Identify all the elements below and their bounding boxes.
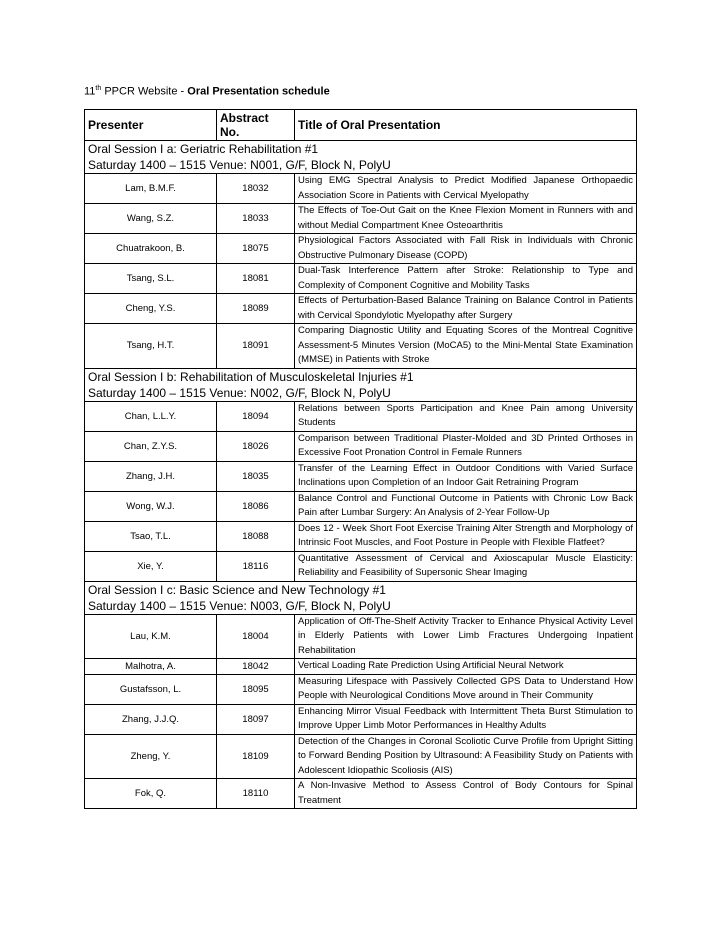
table-row [85, 324, 637, 369]
header-abstract: Abstract No. [217, 110, 295, 141]
page-title [84, 85, 330, 98]
presenter-cell: Gustafsson, L. [85, 674, 217, 704]
abstract-cell: 18088 [217, 521, 295, 551]
session-row [85, 368, 637, 401]
presenter-cell: Fok, Q. [85, 779, 217, 809]
session-when: Saturday 1400 – 1515 Venue: N002, G/F, Block N, PolyU [88, 385, 391, 400]
presenter-cell: Tsang, S.L. [85, 264, 217, 294]
table-row [85, 704, 637, 734]
presenter-cell: Wang, S.Z. [85, 204, 217, 234]
table-row [85, 174, 637, 204]
presenter-cell: Malhotra, A. [85, 659, 217, 675]
presenter-cell: Lam, B.M.F. [85, 174, 217, 204]
abstract-cell: 18033 [217, 204, 295, 234]
schedule-table [84, 109, 637, 809]
title-cell: Comparison between Traditional Plaster-Molded and 3D Printed Orthoses in Excessive Foot Pronation Control in Female Runners [295, 431, 637, 461]
abstract-cell: 18109 [217, 734, 295, 779]
session-name: Oral Session I c: Basic Science and New Technology #1 [88, 582, 386, 597]
table-row [85, 674, 637, 704]
abstract-cell: 18091 [217, 324, 295, 369]
session-when: Saturday 1400 – 1515 Venue: N003, G/F, Block N, PolyU [88, 598, 391, 613]
presenter-cell: Chan, Z.Y.S. [85, 431, 217, 461]
table-row [85, 431, 637, 461]
table-row [85, 401, 637, 431]
title-middle: PPCR Website - [101, 85, 188, 98]
presenter-cell: Tsang, H.T. [85, 324, 217, 369]
title-cell: Relations between Sports Participation and Knee Pain among University Students [295, 401, 637, 431]
presenter-cell: Chan, L.L.Y. [85, 401, 217, 431]
abstract-cell: 18086 [217, 491, 295, 521]
title-cell: Balance Control and Functional Outcome in Patients with Chronic Low Back Pain after Lumbar Surgery: An Analysis of 2-Year Follow-Up [295, 491, 637, 521]
presenter-cell: Tsao, T.L. [85, 521, 217, 551]
presenter-cell: Wong, W.J. [85, 491, 217, 521]
title-cell: Comparing Diagnostic Utility and Equating Scores of the Montreal Cognitive Assessment-5 Minutes Version (MoCA5) to the Mini-Mental State Examination (MMSE) in Patients with Stroke [295, 324, 637, 369]
abstract-cell: 18026 [217, 431, 295, 461]
table-row [85, 734, 637, 779]
session-name: Oral Session I a: Geriatric Rehabilitation #1 [88, 142, 319, 156]
title-cell: Using EMG Spectral Analysis to Predict Modified Japanese Orthopaedic Association Score in Patients with Cervical Myelopathy [295, 174, 637, 204]
table-row [85, 779, 637, 809]
abstract-cell: 18081 [217, 264, 295, 294]
title-cell: Transfer of the Learning Effect in Outdoor Conditions with Varied Surface Inclinations upon Completion of an Indoor Gait Retraining Program [295, 461, 637, 491]
table-row [85, 264, 637, 294]
table-row [85, 521, 637, 551]
presenter-cell: Cheng, Y.S. [85, 294, 217, 324]
table-row [85, 491, 637, 521]
table-row [85, 204, 637, 234]
title-cell: Measuring Lifespace with Passively Collected GPS Data to Understand How People with Neurological Conditions Move around in Their Community [295, 674, 637, 704]
session-header [85, 141, 637, 174]
title-cell: A Non-Invasive Method to Assess Control of Body Contours for Spinal Treatment [295, 779, 637, 809]
abstract-cell: 18094 [217, 401, 295, 431]
title-cell: Dual-Task Interference Pattern after Stroke: Relationship to Type and Complexity of Component Cognitive and Mobility Tasks [295, 264, 637, 294]
table-row [85, 461, 637, 491]
session-name: Oral Session I b: Rehabilitation of Musculoskeletal Injuries #1 [88, 369, 414, 384]
title-cell: The Effects of Toe-Out Gait on the Knee Flexion Moment in Runners with and without Medial Compartment Knee Osteoarthritis [295, 204, 637, 234]
title-cell: Application of Off-The-Shelf Activity Tracker to Enhance Physical Activity Level in Elderly Patients with Lower Limb Fractures Undergoing Inpatient Rehabilitation [295, 614, 637, 659]
abstract-cell: 18097 [217, 704, 295, 734]
abstract-cell: 18075 [217, 234, 295, 264]
session-header [85, 368, 637, 401]
title-superscript: th [95, 85, 102, 92]
abstract-cell: 18004 [217, 614, 295, 659]
abstract-cell: 18042 [217, 659, 295, 675]
session-row [85, 141, 637, 174]
abstract-cell: 18089 [217, 294, 295, 324]
title-bold: Oral Presentation schedule [187, 85, 330, 98]
table-row [85, 659, 637, 675]
abstract-cell: 18032 [217, 174, 295, 204]
presenter-cell: Zhang, J.J.Q. [85, 704, 217, 734]
header-presenter: Presenter [85, 110, 217, 141]
session-when: Saturday 1400 – 1515 Venue: N001, G/F, Block N, PolyU [88, 158, 391, 172]
abstract-cell: 18095 [217, 674, 295, 704]
table-row [85, 551, 637, 581]
table-row [85, 234, 637, 264]
title-cell: Effects of Perturbation-Based Balance Training on Balance Control in Patients with Cervical Spondylotic Myelopathy after Surgery [295, 294, 637, 324]
title-prefix: 11 [84, 85, 96, 98]
session-row [85, 581, 637, 614]
title-cell: Detection of the Changes in Coronal Scoliotic Curve Profile from Upright Sitting to Forward Bending Position by Ultrasound: A Feasibility Study on Patients with Adolescent Idiopathic Scoliosis (AIS) [295, 734, 637, 779]
presenter-cell: Chuatrakoon, B. [85, 234, 217, 264]
title-cell: Vertical Loading Rate Prediction Using Artificial Neural Network [295, 659, 637, 675]
title-cell: Quantitative Assessment of Cervical and Axioscapular Muscle Elasticity: Reliability and Feasibility of Supersonic Shear Imaging [295, 551, 637, 581]
presenter-cell: Zhang, J.H. [85, 461, 217, 491]
table-row [85, 294, 637, 324]
presenter-cell: Lau, K.M. [85, 614, 217, 659]
table-row [85, 614, 637, 659]
presenter-cell: Zheng, Y. [85, 734, 217, 779]
schedule-body [85, 141, 637, 809]
abstract-cell: 18110 [217, 779, 295, 809]
session-header [85, 581, 637, 614]
header-row [85, 110, 637, 141]
title-cell: Does 12 - Week Short Foot Exercise Training Alter Strength and Morphology of Intrinsic Foot Muscles, and Foot Posture in People with Flexible Flatfeet? [295, 521, 637, 551]
abstract-cell: 18035 [217, 461, 295, 491]
title-cell: Physiological Factors Associated with Fall Risk in Individuals with Chronic Obstructive Pulmonary Disease (COPD) [295, 234, 637, 264]
presenter-cell: Xie, Y. [85, 551, 217, 581]
title-cell: Enhancing Mirror Visual Feedback with Intermittent Theta Burst Stimulation to Improve Upper Limb Motor Performances in Healthy Adults [295, 704, 637, 734]
header-title: Title of Oral Presentation [295, 110, 637, 141]
abstract-cell: 18116 [217, 551, 295, 581]
